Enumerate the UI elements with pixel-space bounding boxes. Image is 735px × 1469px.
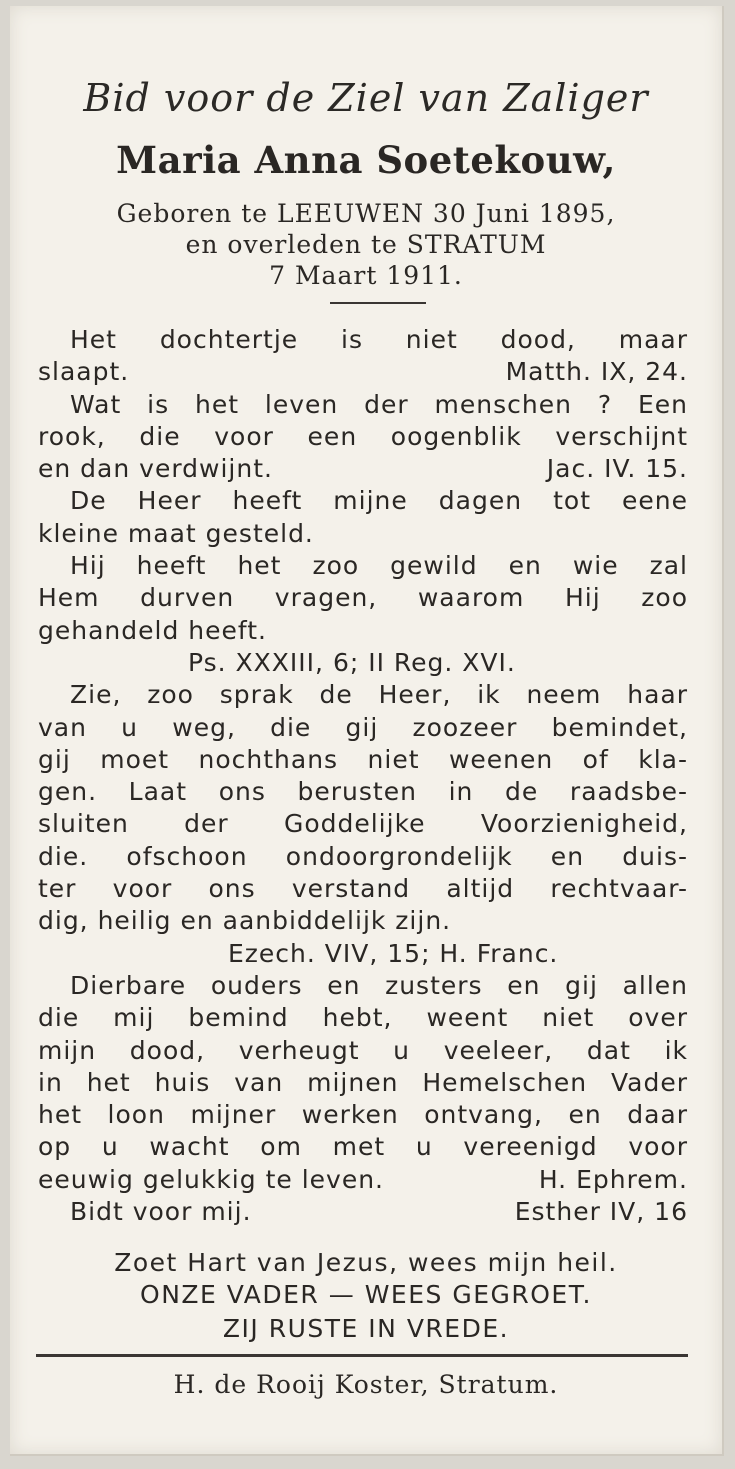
verse-line [38,324,688,356]
verse-text: Het dochtertje is niet dood, maar [70,325,688,354]
birth-death-info [10,198,722,291]
verse-line [38,970,688,1002]
verse-line [38,647,688,679]
verse-line [38,356,688,388]
divider-short [330,302,426,304]
verse-line [38,389,688,421]
verse-text: dig, heilig en aanbiddelijk zijn. [38,906,452,936]
date-line: 7 Maart 1911. [269,261,463,290]
verse-text: Hij heeft het zoo gewild en wie zal [70,551,688,581]
deceased-name: Maria Anna Soetekouw, [116,138,616,182]
verse-text: en dan verdwijnt. [38,454,273,484]
verse-text: ter voor ons verstand altijd rechtvaar- [38,874,688,904]
born-line: Geboren te LEEUWEN 30 Juni 1895, [116,199,616,228]
verse-line [38,582,688,614]
verse-text: De Heer heeft mijne dagen tot eene [70,486,688,516]
verse-text: Zie, zoo sprak de Heer, ik neem haar [70,680,688,710]
verse-line [38,679,688,711]
verse-line [38,776,688,808]
scripture-reference: Esther IV, 16 [514,1197,688,1227]
verse-text: slaapt. [38,357,130,387]
scripture-reference: Ezech. VIV, 15; H. Franc. [228,938,559,968]
verse-line [38,905,688,937]
verse-line [38,808,688,840]
verse-line [38,841,688,873]
verse-text: Dierbare ouders en zusters en gij allen [70,970,688,1000]
verse-line [38,1131,688,1163]
verse-line [38,615,688,647]
scripture-reference: H. Ephrem. [538,1164,688,1194]
verse-text: rook, die voor een oogenblik verschijnt [38,421,688,451]
scripture-reference: Matth. IX, 24. [505,357,688,387]
memorial-card [10,6,724,1456]
closing-heart: Zoet Hart van Jezus, wees mijn heil. [114,1248,618,1277]
verse-text: die mij bemind hebt, weent niet over [38,1003,688,1033]
verse-text: eeuwig gelukkig te leven. [38,1164,384,1194]
verse-text: sluiten der Goddelijke Voorzienigheid, [38,809,688,839]
verse-line [38,1099,688,1131]
verse-line [38,938,688,970]
verse-line [38,1067,688,1099]
verse-text: in het huis van mijnen Hemelschen Vader [38,1067,688,1097]
invocation-heading: Bid voor de Ziel van Zaliger [83,76,649,120]
verse-line [38,712,688,744]
verse-text: mijn dood, verheugt u veeleer, dat ik [38,1035,688,1065]
verse-text: het loon mijner werken ontvang, en daar [38,1100,688,1130]
verse-text: kleine maat gesteld. [38,518,314,548]
verse-text: Bidt voor mij. [70,1197,252,1227]
verses-block [38,324,688,1228]
verse-text: van u weg, die gij zoozeer bemindet, [38,712,688,742]
verse-text: Wat is het leven der menschen ? Een [70,389,688,419]
verse-text: Hem durven vragen, waarom Hij zoo [38,583,688,613]
verse-line [38,744,688,776]
verse-text: gen. Laat ons berusten in de raadsbe- [38,777,688,807]
verse-line [38,453,688,485]
verse-line [38,873,688,905]
verse-line [38,421,688,453]
closing-rest: ZIJ RUSTE IN VREDE. [222,1314,510,1343]
died-line: en overleden te STRATUM [185,230,547,259]
scripture-reference: Jac. IV. 15. [546,454,688,484]
printer-credit: H. de Rooij Koster, Stratum. [173,1370,559,1399]
verse-text: op u wacht om met u vereenigd voor [38,1132,688,1162]
closing-block [10,1248,722,1346]
divider-bottom [36,1354,688,1357]
scripture-reference: Ps. XXXIII, 6; II Reg. XVI. [188,647,516,677]
verse-line [38,485,688,517]
verse-line [38,1035,688,1067]
verse-line [38,1196,688,1228]
verse-line [38,518,688,550]
verse-text: gij moet nochthans niet weenen of kla- [38,744,688,774]
verse-text: die. ofschoon ondoorgrondelijk en duis- [38,841,688,871]
verse-line [38,1002,688,1034]
closing-prayer: ONZE VADER — WEES GEGROET. [140,1280,592,1309]
verse-line [38,1164,688,1196]
verse-text: gehandeld heeft. [38,615,267,645]
verse-line [38,550,688,582]
